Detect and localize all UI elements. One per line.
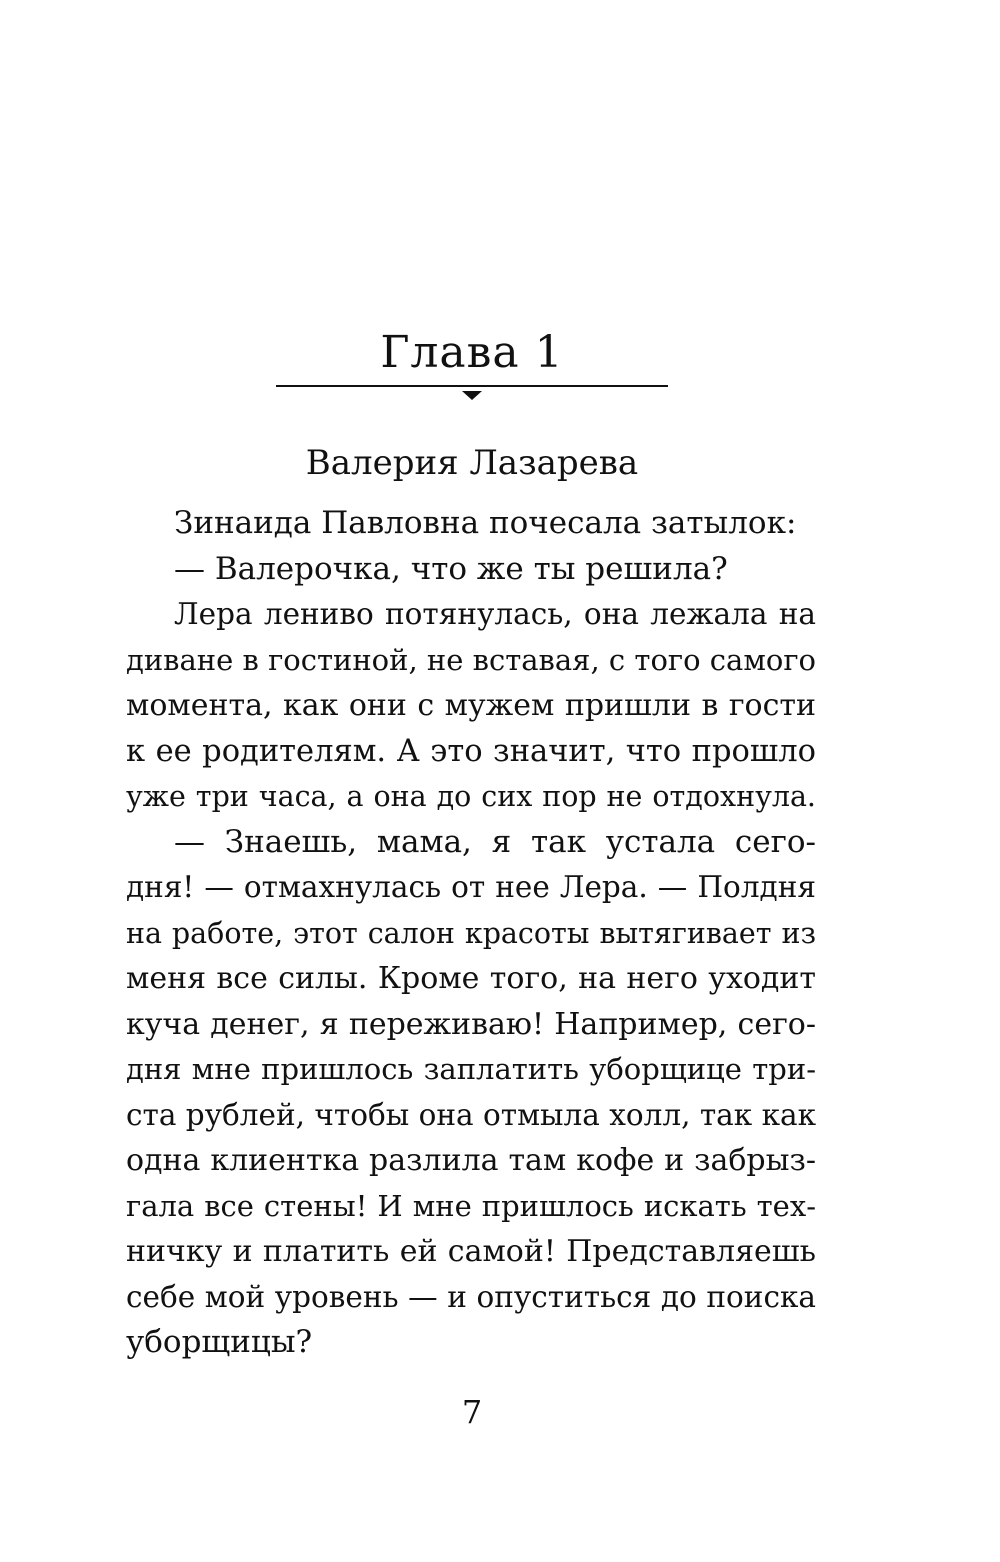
- text-line: Лера лениво потянулась, она лежала на: [174, 597, 816, 631]
- text-line: на работе, этот салон красоты вытягивает из: [126, 916, 816, 950]
- text-line: себе мой уровень — и опуститься до поиска: [126, 1279, 816, 1314]
- text-line: Зинаида Павловна почесала затылок:: [174, 505, 797, 541]
- text-line: уже три часа, а она до сих пор не отдохнула.: [126, 780, 816, 813]
- body-text: [126, 501, 816, 1366]
- text-line: ста рублей, чтобы она отмыла холл, так как: [126, 1097, 817, 1132]
- divider-arrow-icon: [462, 391, 482, 400]
- text-line: куча денег, я переживаю! Например, сего-: [126, 1006, 816, 1042]
- text-line: уборщицы?: [126, 1324, 313, 1360]
- chapter-title: Глава 1: [380, 327, 564, 378]
- page-number: 7: [461, 1393, 483, 1431]
- chapter-divider: [276, 385, 668, 387]
- text-line: диване в гостиной, не вставая, с того самого: [126, 642, 816, 677]
- text-line: — Знаешь, мама, я так устала сего-: [174, 823, 816, 860]
- author-name: Валерия Лазарева: [305, 443, 639, 483]
- text-line: ничку и платить ей самой! Представляешь: [126, 1234, 816, 1269]
- text-line: — Валерочка, что же ты решила?: [174, 550, 728, 587]
- text-line: момента, как они с мужем пришли в гости: [126, 688, 816, 723]
- text-line: гала все стены! И мне пришлось искать тех-: [126, 1188, 816, 1223]
- text-line: одна клиентка разлила там кофе и забрыз-: [126, 1143, 816, 1178]
- text-line: меня все силы. Кроме того, на него уходит: [126, 961, 816, 996]
- text-line: дня! — отмахнулась от нее Лера. — Полдня: [126, 870, 816, 904]
- text-line: дня мне пришлось заплатить уборщице три-: [126, 1052, 816, 1086]
- text-line: к ее родителям. А это значит, что прошло: [126, 733, 816, 769]
